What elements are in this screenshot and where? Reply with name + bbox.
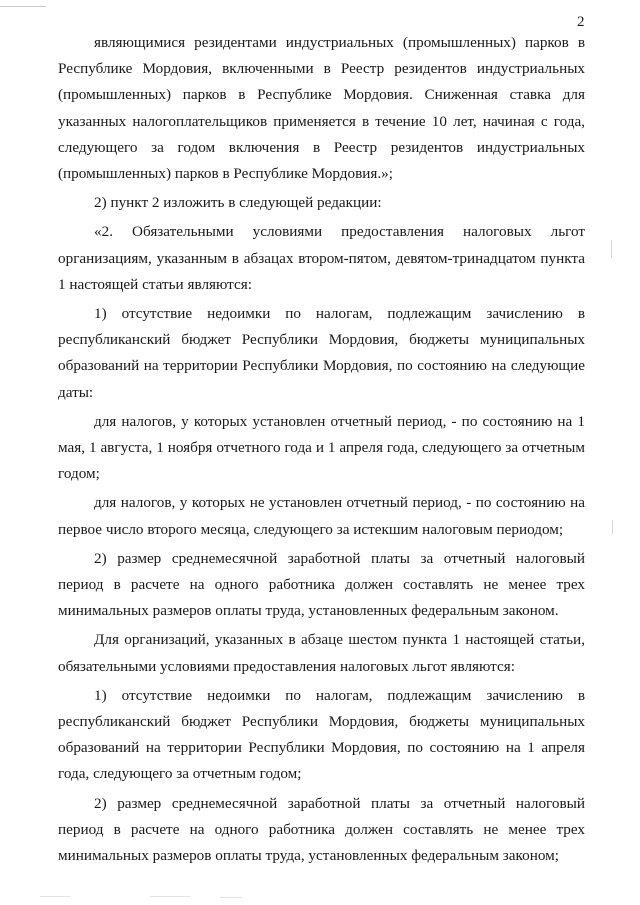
page-number: 2 (577, 14, 585, 30)
scan-artifact-edge (611, 240, 612, 258)
paragraph-condition-no-arrears-april: 1) отсутствие недоимки по налогам, подлежащим зачислению в республиканский бюджет Республики Мордовия, бюджеты муниципальных образований на территории Республики Мордовия, по состоянию на 1 апреля года, следующего за отчетным годом; (58, 686, 585, 783)
paragraph-taxes-with-period: для налогов, у которых установлен отчетный период, - по состоянию на 1 мая, 1 августа, 1 ноября отчетного года и 1 апреля года, следующего за отчетным годом; (58, 412, 585, 483)
paragraph-taxes-without-period: для налогов, у которых не установлен отчетный период, - по состоянию на первое число второго месяца, следующего за истекшим налоговым периодом; (58, 494, 585, 538)
paragraph-condition-average-salary-2: 2) размер среднемесячной заработной платы за отчетный налоговый период в расчете на одного работника должен составлять не менее трех минимальных размеров оплаты труда, установленных федеральным законом; (58, 794, 585, 865)
scan-artifact-bottom (150, 896, 190, 897)
paragraph-condition-average-salary: 2) размер среднемесячной заработной платы за отчетный налоговый период в расчете на одного работника должен составлять не менее трех минимальных размеров оплаты труда, установленных федеральным законом. (58, 549, 585, 620)
document-body (58, 30, 585, 869)
scan-artifact-top (0, 6, 46, 7)
scan-artifact-bottom (220, 897, 242, 898)
paragraph-clause-2-conditions: «2. Обязательными условиями предоставления налоговых льгот организациям, указанным в абзацах втором-пятом, девятом-тринадцатом пункта 1 настоящей статьи являются: (58, 223, 585, 293)
paragraph-condition-no-arrears: 1) отсутствие недоимки по налогам, подлежащим зачислению в республиканский бюджет Республики Мордовия, бюджеты муниципальных образований на территории Республики Мордовия, по состоянию на следующие даты: (58, 305, 585, 401)
scan-artifact-edge (612, 520, 613, 534)
scan-artifact-bottom (40, 896, 70, 897)
paragraph-item-2-intro: 2) пункт 2 изложить в следующей редакции: (94, 194, 382, 212)
paragraph-sixth-paragraph-organizations: Для организаций, указанных в абзаце шестом пункта 1 настоящей статьи, обязательными условиями предоставления налоговых льгот являются: (58, 631, 585, 675)
paragraph-residents-continuation: являющимися резидентами индустриальных (промышленных) парков в Республике Мордовия, включенными в Реестр резидентов индустриальных (промышленных) парков в Республике Мордовия. Сниженная ставка для указанных налогоплательщиков применяется в течение 10 лет, начиная с года, следующего за годом включения в Реестр резидентов индустриальных (промышленных) парков в Республике Мордовия.»; (58, 34, 585, 183)
